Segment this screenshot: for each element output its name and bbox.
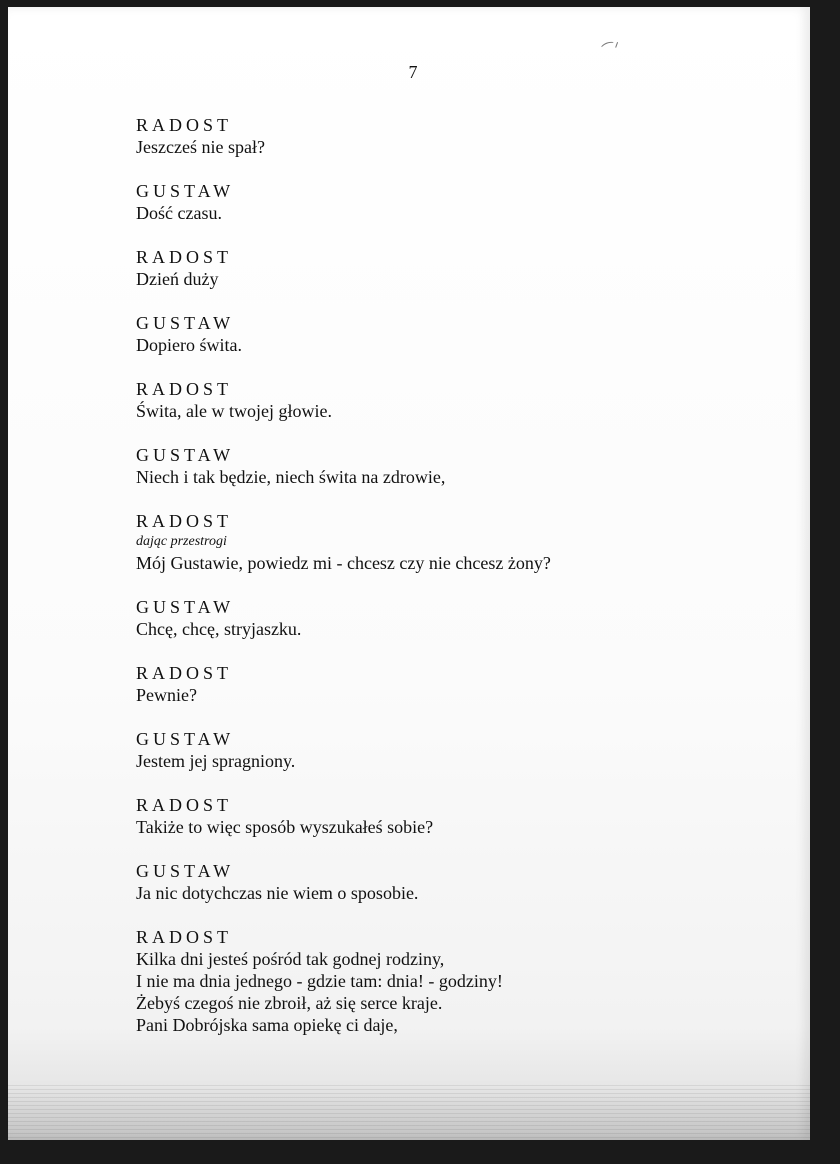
dialogue-line: Niech i tak będzie, niech świta na zdrowie, <box>136 467 446 487</box>
dialogue-line: Ja nic dotychczas nie wiem o sposobie. <box>136 883 419 903</box>
dialogue-exchange <box>136 180 776 224</box>
dialogue-exchange <box>136 596 776 640</box>
dialogue-exchange <box>136 926 776 1036</box>
dialogue-exchange <box>136 728 776 772</box>
dialogue-line: Jeszcześ nie spał? <box>136 137 265 157</box>
dialogue-exchange <box>136 510 776 574</box>
dialogue-line: Dopiero świta. <box>136 335 242 355</box>
dialogue-exchange <box>136 246 776 290</box>
dialogue-line: Dość czasu. <box>136 203 222 223</box>
speaker-name: GUSTAW <box>136 313 235 333</box>
speaker-name: GUSTAW <box>136 597 235 617</box>
dialogue-text <box>136 114 776 1058</box>
speaker-name: RADOST <box>136 511 233 531</box>
dialogue-line: Takiże to więc sposób wyszukałeś sobie? <box>136 817 434 837</box>
dialogue-line: Mój Gustawie, powiedz mi - chcesz czy nie chcesz żony? <box>136 553 551 573</box>
dialogue-exchange <box>136 794 776 838</box>
dialogue-exchange <box>136 444 776 488</box>
speaker-name: RADOST <box>136 663 233 683</box>
speaker-name: GUSTAW <box>136 445 235 465</box>
speaker-name: GUSTAW <box>136 181 235 201</box>
stage-direction: dając przestrogi <box>136 534 227 549</box>
dialogue-exchange <box>136 662 776 706</box>
dialogue-line: Dzień duży <box>136 269 219 289</box>
speaker-name: RADOST <box>136 115 233 135</box>
dialogue-line: Pewnie? <box>136 685 197 705</box>
dialogue-line: I nie ma dnia jednego - gdzie tam: dnia! - godziny! <box>136 971 503 991</box>
dialogue-exchange <box>136 860 776 904</box>
dialogue-line: Pani Dobrójska sama opiekę ci daje, <box>136 1015 398 1035</box>
dialogue-line: Kilka dni jesteś pośród tak godnej rodziny, <box>136 949 445 969</box>
pencil-mark-icon: ⁀ᐟ <box>601 39 624 61</box>
dialogue-line: Jestem jej spragniony. <box>136 751 296 771</box>
dialogue-line: Chcę, chcę, stryjaszku. <box>136 619 302 639</box>
dialogue-line: Świta, ale w twojej głowie. <box>136 401 332 421</box>
speaker-name: GUSTAW <box>136 729 235 749</box>
speaker-name: RADOST <box>136 379 233 399</box>
page-number: 7 <box>408 62 418 82</box>
dialogue-line: Żebyś czegoś nie zbroił, aż się serce kraje. <box>136 993 443 1013</box>
speaker-name: RADOST <box>136 927 233 947</box>
dialogue-exchange <box>136 114 776 158</box>
speaker-name: GUSTAW <box>136 861 235 881</box>
speaker-name: RADOST <box>136 247 233 267</box>
speaker-name: RADOST <box>136 795 233 815</box>
dialogue-exchange <box>136 378 776 422</box>
dialogue-exchange <box>136 312 776 356</box>
